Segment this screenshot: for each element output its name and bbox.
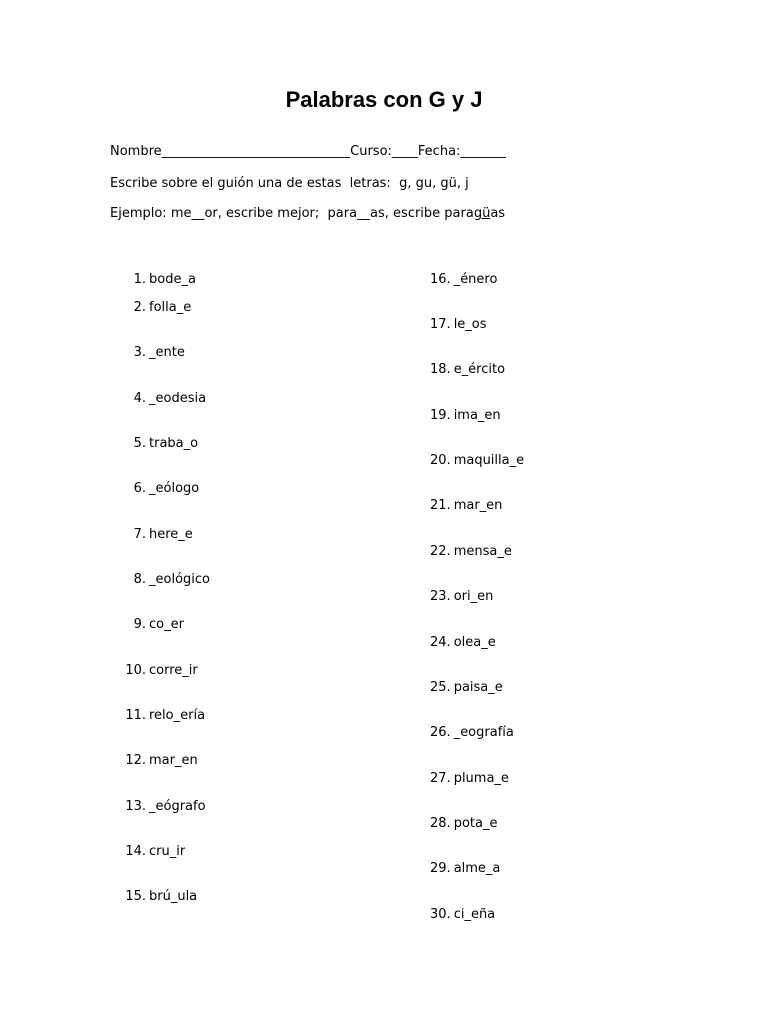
item-number: 20. (430, 453, 451, 468)
list-item-8 (123, 572, 210, 588)
item-word: pluma_e (453, 771, 509, 786)
item-word: brú_ula (149, 889, 198, 904)
list-item-18 (430, 362, 505, 378)
item-number: 16. (430, 272, 451, 287)
item-word: _eodesia (149, 391, 207, 406)
item-word: traba_o (149, 436, 199, 451)
item-number: 14. (125, 844, 146, 859)
item-number: 21. (430, 498, 451, 513)
item-word: relo_ería (149, 708, 206, 723)
list-item-22 (430, 544, 512, 560)
list-item-10 (123, 663, 198, 679)
list-item-26 (430, 725, 514, 741)
list-item-2 (123, 300, 192, 316)
list-item-24 (430, 635, 496, 651)
item-number: 10. (125, 663, 146, 678)
item-number: 4. (133, 391, 146, 406)
example-text: Ejemplo: me__or, escribe mejor; para__as, escribe para (110, 206, 474, 221)
list-item-27 (430, 771, 509, 787)
item-number: 30. (430, 907, 451, 922)
list-item-19 (430, 408, 501, 424)
item-word: ima_en (453, 408, 501, 423)
item-word: maquilla_e (453, 453, 525, 468)
instruction-line: Escribe sobre el guión una de estas letras: g, gu, gü, j (110, 176, 469, 191)
item-word: alme_a (453, 861, 501, 876)
item-word: mar_en (453, 498, 503, 513)
list-item-3 (123, 345, 185, 361)
example-text-end: as (490, 206, 506, 221)
item-word: bode_a (149, 272, 196, 287)
item-word: mensa_e (453, 544, 512, 559)
item-number: 25. (430, 680, 451, 695)
item-word: e_ército (453, 362, 506, 377)
list-item-12 (123, 753, 198, 769)
list-item-4 (123, 391, 207, 407)
item-number: 15. (125, 889, 146, 904)
item-word: corre_ir (149, 663, 198, 678)
item-word: cru_ir (149, 844, 186, 859)
page-title: Palabras con G y J (285, 87, 483, 112)
item-number: 27. (430, 771, 451, 786)
example-underlined: gü (473, 206, 491, 221)
list-item-11 (123, 708, 206, 724)
list-item-17 (430, 317, 487, 333)
item-number: 13. (125, 799, 146, 814)
item-number: 12. (125, 753, 146, 768)
item-word: paisa_e (453, 680, 503, 695)
item-number: 23. (430, 589, 451, 604)
item-word: here_e (149, 527, 193, 542)
item-word: _ente (149, 345, 185, 360)
list-item-29 (430, 861, 500, 877)
item-word: _eografía (453, 725, 514, 740)
item-word: co_er (149, 617, 184, 632)
list-item-9 (123, 617, 184, 633)
list-item-21 (430, 498, 502, 514)
list-item-15 (123, 889, 198, 905)
item-word: folla_e (149, 300, 192, 315)
list-item-5 (123, 436, 199, 452)
list-item-1 (123, 272, 196, 288)
list-item-6 (123, 481, 200, 497)
item-word: _eógrafo (149, 799, 206, 814)
item-number: 2. (133, 300, 146, 315)
item-word: _énero (453, 272, 498, 287)
list-item-25 (430, 680, 503, 696)
item-number: 7. (133, 527, 146, 542)
item-number: 29. (430, 861, 451, 876)
item-word: mar_en (149, 753, 198, 768)
item-number: 18. (430, 362, 451, 377)
item-number: 26. (430, 725, 451, 740)
item-number: 5. (133, 436, 146, 451)
item-word: _eólogo (149, 481, 200, 496)
item-number: 17. (430, 317, 451, 332)
item-number: 11. (125, 708, 146, 723)
item-number: 28. (430, 816, 451, 831)
item-word: ci_eña (453, 907, 496, 922)
list-item-14 (123, 844, 186, 860)
item-number: 8. (133, 572, 146, 587)
item-word: ori_en (453, 589, 494, 604)
item-number: 24. (430, 635, 451, 650)
item-number: 19. (430, 408, 451, 423)
list-item-28 (430, 816, 497, 832)
list-item-30 (430, 907, 495, 923)
item-number: 6. (133, 481, 146, 496)
item-number: 1. (133, 272, 146, 287)
item-word: le_os (453, 317, 487, 332)
list-item-13 (123, 799, 206, 815)
example-line (110, 206, 505, 222)
item-word: olea_e (453, 635, 496, 650)
list-item-16 (430, 272, 497, 288)
list-item-23 (430, 589, 493, 605)
item-word: _eológico (149, 572, 210, 587)
item-number: 9. (133, 617, 146, 632)
name-course-date-line: Nombre_____________________________Curso:____Fecha:_______ (110, 144, 506, 159)
list-item-20 (430, 453, 524, 469)
item-word: pota_e (453, 816, 498, 831)
item-number: 22. (430, 544, 451, 559)
item-number: 3. (133, 345, 146, 360)
list-item-7 (123, 527, 193, 543)
